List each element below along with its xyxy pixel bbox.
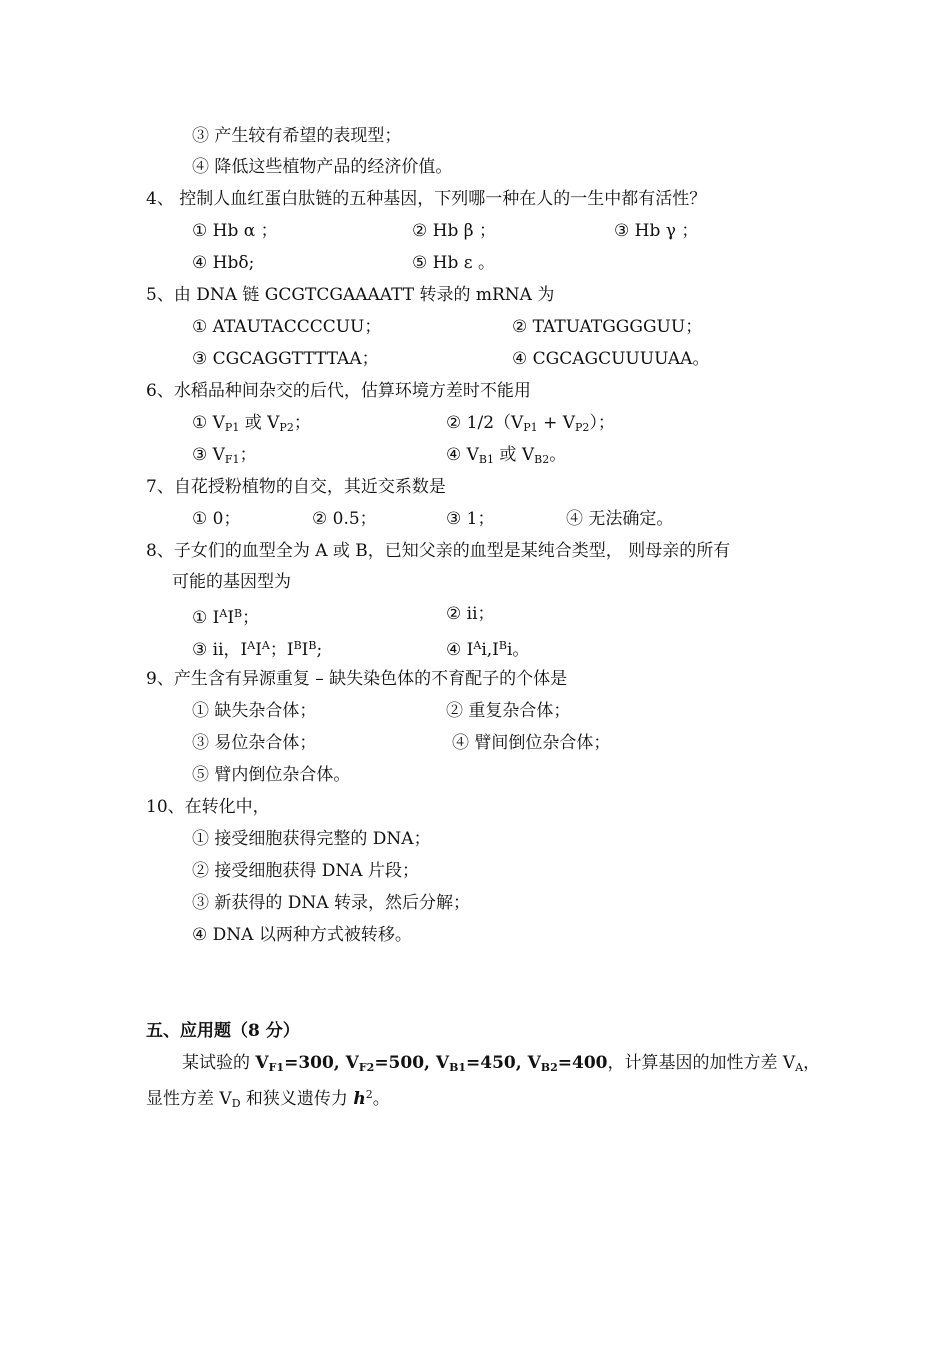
- q7-option-2: ② 0.5；: [312, 509, 377, 529]
- q10-stem: 10、在转化中，: [146, 797, 270, 817]
- q9-option-3: ③ 易位杂合体；: [192, 733, 317, 753]
- q5-option-2: ② TATUATGGGGUU；: [512, 317, 703, 337]
- q8-stem-line-2: 可能的基因型为: [172, 572, 291, 592]
- q6-option-3: ③ $V_{F1}$；: [192, 445, 257, 466]
- q4-stem: 4、 控制人血红蛋白肽链的五种基因，下列哪一种在人的一生中都有活性？: [146, 189, 707, 209]
- q8-option-2: ② ii；: [446, 604, 495, 624]
- q5-stem: 5、由 DNA 链 GCGTCGAAAATT 转录的 mRNA 为: [146, 285, 555, 305]
- q10-option-2: ② 接受细胞获得 DNA 片段；: [192, 861, 419, 881]
- q9-option-5: ⑤ 臂内倒位杂合体。: [192, 765, 351, 785]
- q10-option-3: ③ 新获得的 DNA 转录，然后分解；: [192, 893, 470, 913]
- q6-stem: 6、水稻品种间杂交的后代，估算环境方差时不能用: [146, 381, 531, 401]
- q10-option-4: ④ DNA 以两种方式被转移。: [192, 925, 412, 945]
- q7-option-4: ④ 无法确定。: [566, 509, 674, 529]
- q4-option-2: ② Hb β ；: [412, 221, 496, 241]
- q7-option-3: ③ 1；: [446, 509, 495, 529]
- q4-option-4: ④ Hbδ;: [192, 253, 255, 273]
- q4-option-1: ① Hb α ；: [192, 221, 278, 241]
- q5-option-1: ① ATAUTACCCCUU；: [192, 317, 382, 337]
- q9-stem: 9、产生含有异源重复 – 缺失染色体的不育配子的个体是: [146, 669, 568, 689]
- q10-option-1: ① 接受细胞获得完整的 DNA；: [192, 829, 431, 849]
- q8-option-4: ④ $I^Ai,I^Bi$。: [446, 639, 530, 660]
- q3-option-4: ④ 降低这些植物产品的经济价值。: [192, 157, 453, 177]
- q9-option-1: ① 缺失杂合体；: [192, 701, 317, 721]
- q7-stem: 7、自花授粉植物的自交，其近交系数是: [146, 477, 446, 497]
- q7-option-1: ① 0；: [192, 509, 241, 529]
- section-heading: 五、应用题（8 分）: [146, 1021, 300, 1041]
- q9-option-2: ② 重复杂合体；: [446, 701, 571, 721]
- q6-option-2: ② $1/2(V_{P1} + V_{P2})$；: [446, 413, 615, 434]
- q6-option-1: ① $V_{P1}$ 或 $V_{P2}$；: [192, 413, 311, 434]
- q9-option-4: ④ 臂间倒位杂合体；: [452, 733, 611, 753]
- application-paragraph-line-1: 某试验的 $V_{F1}=300$, $V_{F2}=500$, $V_{B1}=450$, $V_{B2}=400$，计算基因的加性方差 $V_A$，: [182, 1053, 821, 1074]
- q8-stem-line-1: 8、子女们的血型全为 A 或 B，已知父亲的血型是某纯合类型， 则母亲的所有: [146, 541, 731, 561]
- application-paragraph-line-2: 显性方差 $V_D$ 和狭义遗传力 $h^2$。: [146, 1088, 390, 1110]
- q4-option-3: ③ Hb γ ；: [614, 221, 699, 241]
- q8-option-1: ① $I^AI^B$；: [192, 607, 260, 628]
- q3-option-3: ③ 产生较有希望的表现型；: [192, 126, 402, 146]
- q5-option-3: ③ CGCAGGTTTTAA；: [192, 349, 379, 369]
- q6-option-4: ④ $V_{B1}$ 或 $V_{B2}$。: [446, 445, 567, 466]
- q4-option-5: ⑤ Hb ε 。: [412, 253, 495, 273]
- q5-option-4: ④ CGCAGCUUUUAA。: [512, 349, 710, 369]
- q8-option-3: ③ ii，$I^AI^A$；$I^BI^B$;: [192, 639, 323, 660]
